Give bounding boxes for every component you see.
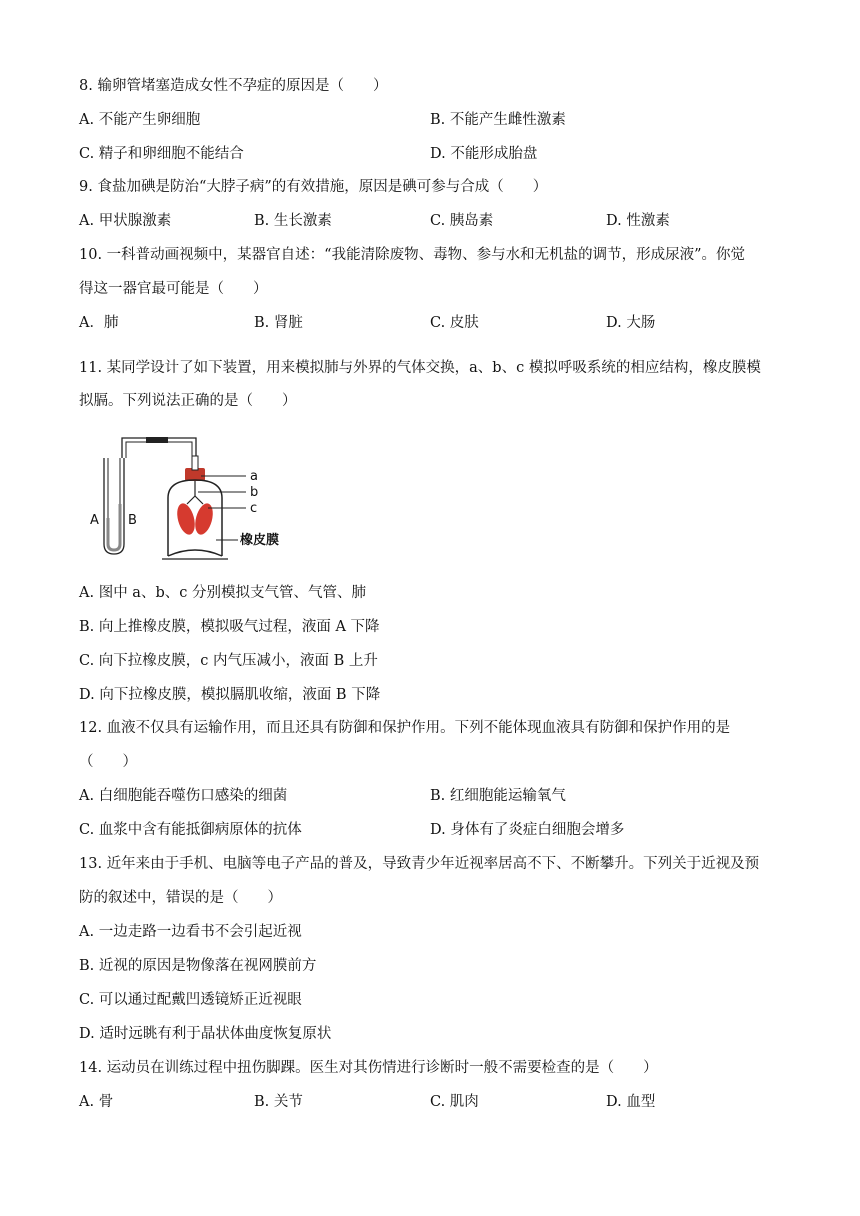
q13-option-d: D. 适时远眺有利于晶状体曲度恢复原状 bbox=[79, 1026, 332, 1042]
q10-option-b: B. 肾脏 bbox=[254, 315, 303, 331]
question-13-stem-line2: 防的叙述中，错误的是（ ） bbox=[79, 890, 282, 906]
q8-option-d: D. 不能形成胎盘 bbox=[430, 146, 538, 162]
question-10-stem-line1: 10. 一科普动画视频中，某器官自述：“我能清除废物、毒物、参与水和无机盐的调节，形成尿液”。你觉 bbox=[79, 247, 745, 263]
q10-option-c: C. 皮肤 bbox=[430, 315, 479, 331]
q8-option-c: C. 精子和卵细胞不能结合 bbox=[79, 146, 244, 162]
label-B: B bbox=[128, 513, 137, 528]
q9-option-a: A. 甲状腺激素 bbox=[79, 213, 172, 229]
q12-option-a: A. 白细胞能吞噬伤口感染的细菌 bbox=[79, 788, 288, 804]
q10-option-d: D. 大肠 bbox=[606, 315, 656, 331]
q13-option-c: C. 可以通过配戴凹透镜矫正近视眼 bbox=[79, 992, 302, 1008]
q14-option-d: D. 血型 bbox=[606, 1094, 656, 1110]
q9-option-d: D. 性激素 bbox=[606, 213, 670, 229]
q11-option-c: C. 向下拉橡皮膜，c 内气压减小，液面 B 上升 bbox=[79, 653, 378, 669]
question-9-stem: 9. 食盐加碘是防治“大脖子病”的有效措施，原因是碘可参与合成（ ） bbox=[79, 179, 548, 195]
stopper-tube-top bbox=[192, 456, 198, 470]
u-tube-liquid bbox=[108, 504, 120, 550]
question-12-stem-line1: 12. 血液不仅具有运输作用，而且还具有防御和保护作用。下列不能体现血液具有防御和保护作用的是 bbox=[79, 720, 731, 736]
question-10-stem-line2: 得这一器官最可能是（ ） bbox=[79, 281, 268, 297]
bronchi bbox=[187, 496, 203, 504]
u-tube-inner bbox=[108, 458, 120, 550]
label-c: c bbox=[250, 501, 258, 516]
q12-option-b: B. 红细胞能运输氧气 bbox=[430, 788, 566, 804]
question-13-stem-line1: 13. 近年来由于手机、电脑等电子产品的普及，导致青少年近视率居高不下、不断攀升。下列关于近视及预 bbox=[79, 856, 760, 872]
q11-option-a: A. 图中 a、b、c 分别模拟支气管、气管、肺 bbox=[79, 585, 366, 601]
question-12-stem-line2: （ ） bbox=[79, 754, 137, 770]
connecting-tube-inner bbox=[126, 442, 192, 458]
q14-option-c: C. 肌肉 bbox=[430, 1094, 479, 1110]
q9-option-c: C. 胰岛素 bbox=[430, 213, 494, 229]
q12-option-c: C. 血浆中含有能抵御病原体的抗体 bbox=[79, 822, 302, 838]
q11-option-b: B. 向上推橡皮膜，模拟吸气过程，液面 A 下降 bbox=[79, 619, 380, 635]
label-b: b bbox=[250, 485, 259, 500]
q12-option-d: D. 身体有了炎症白细胞会增多 bbox=[430, 822, 625, 838]
question-11-stem-line2: 拟膈。下列说法正确的是（ ） bbox=[79, 393, 297, 409]
q10-option-a: A．肺 bbox=[79, 315, 119, 331]
label-a: a bbox=[250, 469, 258, 484]
breathing-model-diagram bbox=[88, 428, 318, 568]
q14-option-b: B. 关节 bbox=[254, 1094, 303, 1110]
tube-clamp bbox=[146, 437, 168, 443]
right-balloon-lung bbox=[192, 501, 216, 536]
q13-option-b: B. 近视的原因是物像落在视网膜前方 bbox=[79, 958, 317, 974]
q13-option-a: A. 一边走路一边看书不会引起近视 bbox=[79, 924, 302, 940]
q14-option-a: A. 骨 bbox=[79, 1094, 114, 1110]
rubber-membrane bbox=[168, 550, 222, 556]
label-rubber-membrane: 橡皮膜 bbox=[240, 533, 280, 548]
label-A: A bbox=[90, 513, 99, 528]
q9-option-b: B. 生长激素 bbox=[254, 213, 332, 229]
left-balloon-lung bbox=[174, 501, 198, 536]
q8-option-b: B. 不能产生雌性激素 bbox=[430, 112, 566, 128]
question-8-stem: 8. 输卵管堵塞造成女性不孕症的原因是（ ） bbox=[79, 78, 388, 94]
q8-option-a: A. 不能产生卵细胞 bbox=[79, 112, 201, 128]
q11-option-d: D. 向下拉橡皮膜，模拟膈肌收缩，液面 B 下降 bbox=[79, 687, 381, 703]
question-11-stem-line1: 11. 某同学设计了如下装置，用来模拟肺与外界的气体交换，a、b、c 模拟呼吸系统的相应结构，橡皮膜模 bbox=[79, 360, 761, 376]
question-14-stem: 14. 运动员在训练过程中扭伤脚踝。医生对其伤情进行诊断时一般不需要检查的是（ ） bbox=[79, 1060, 658, 1076]
